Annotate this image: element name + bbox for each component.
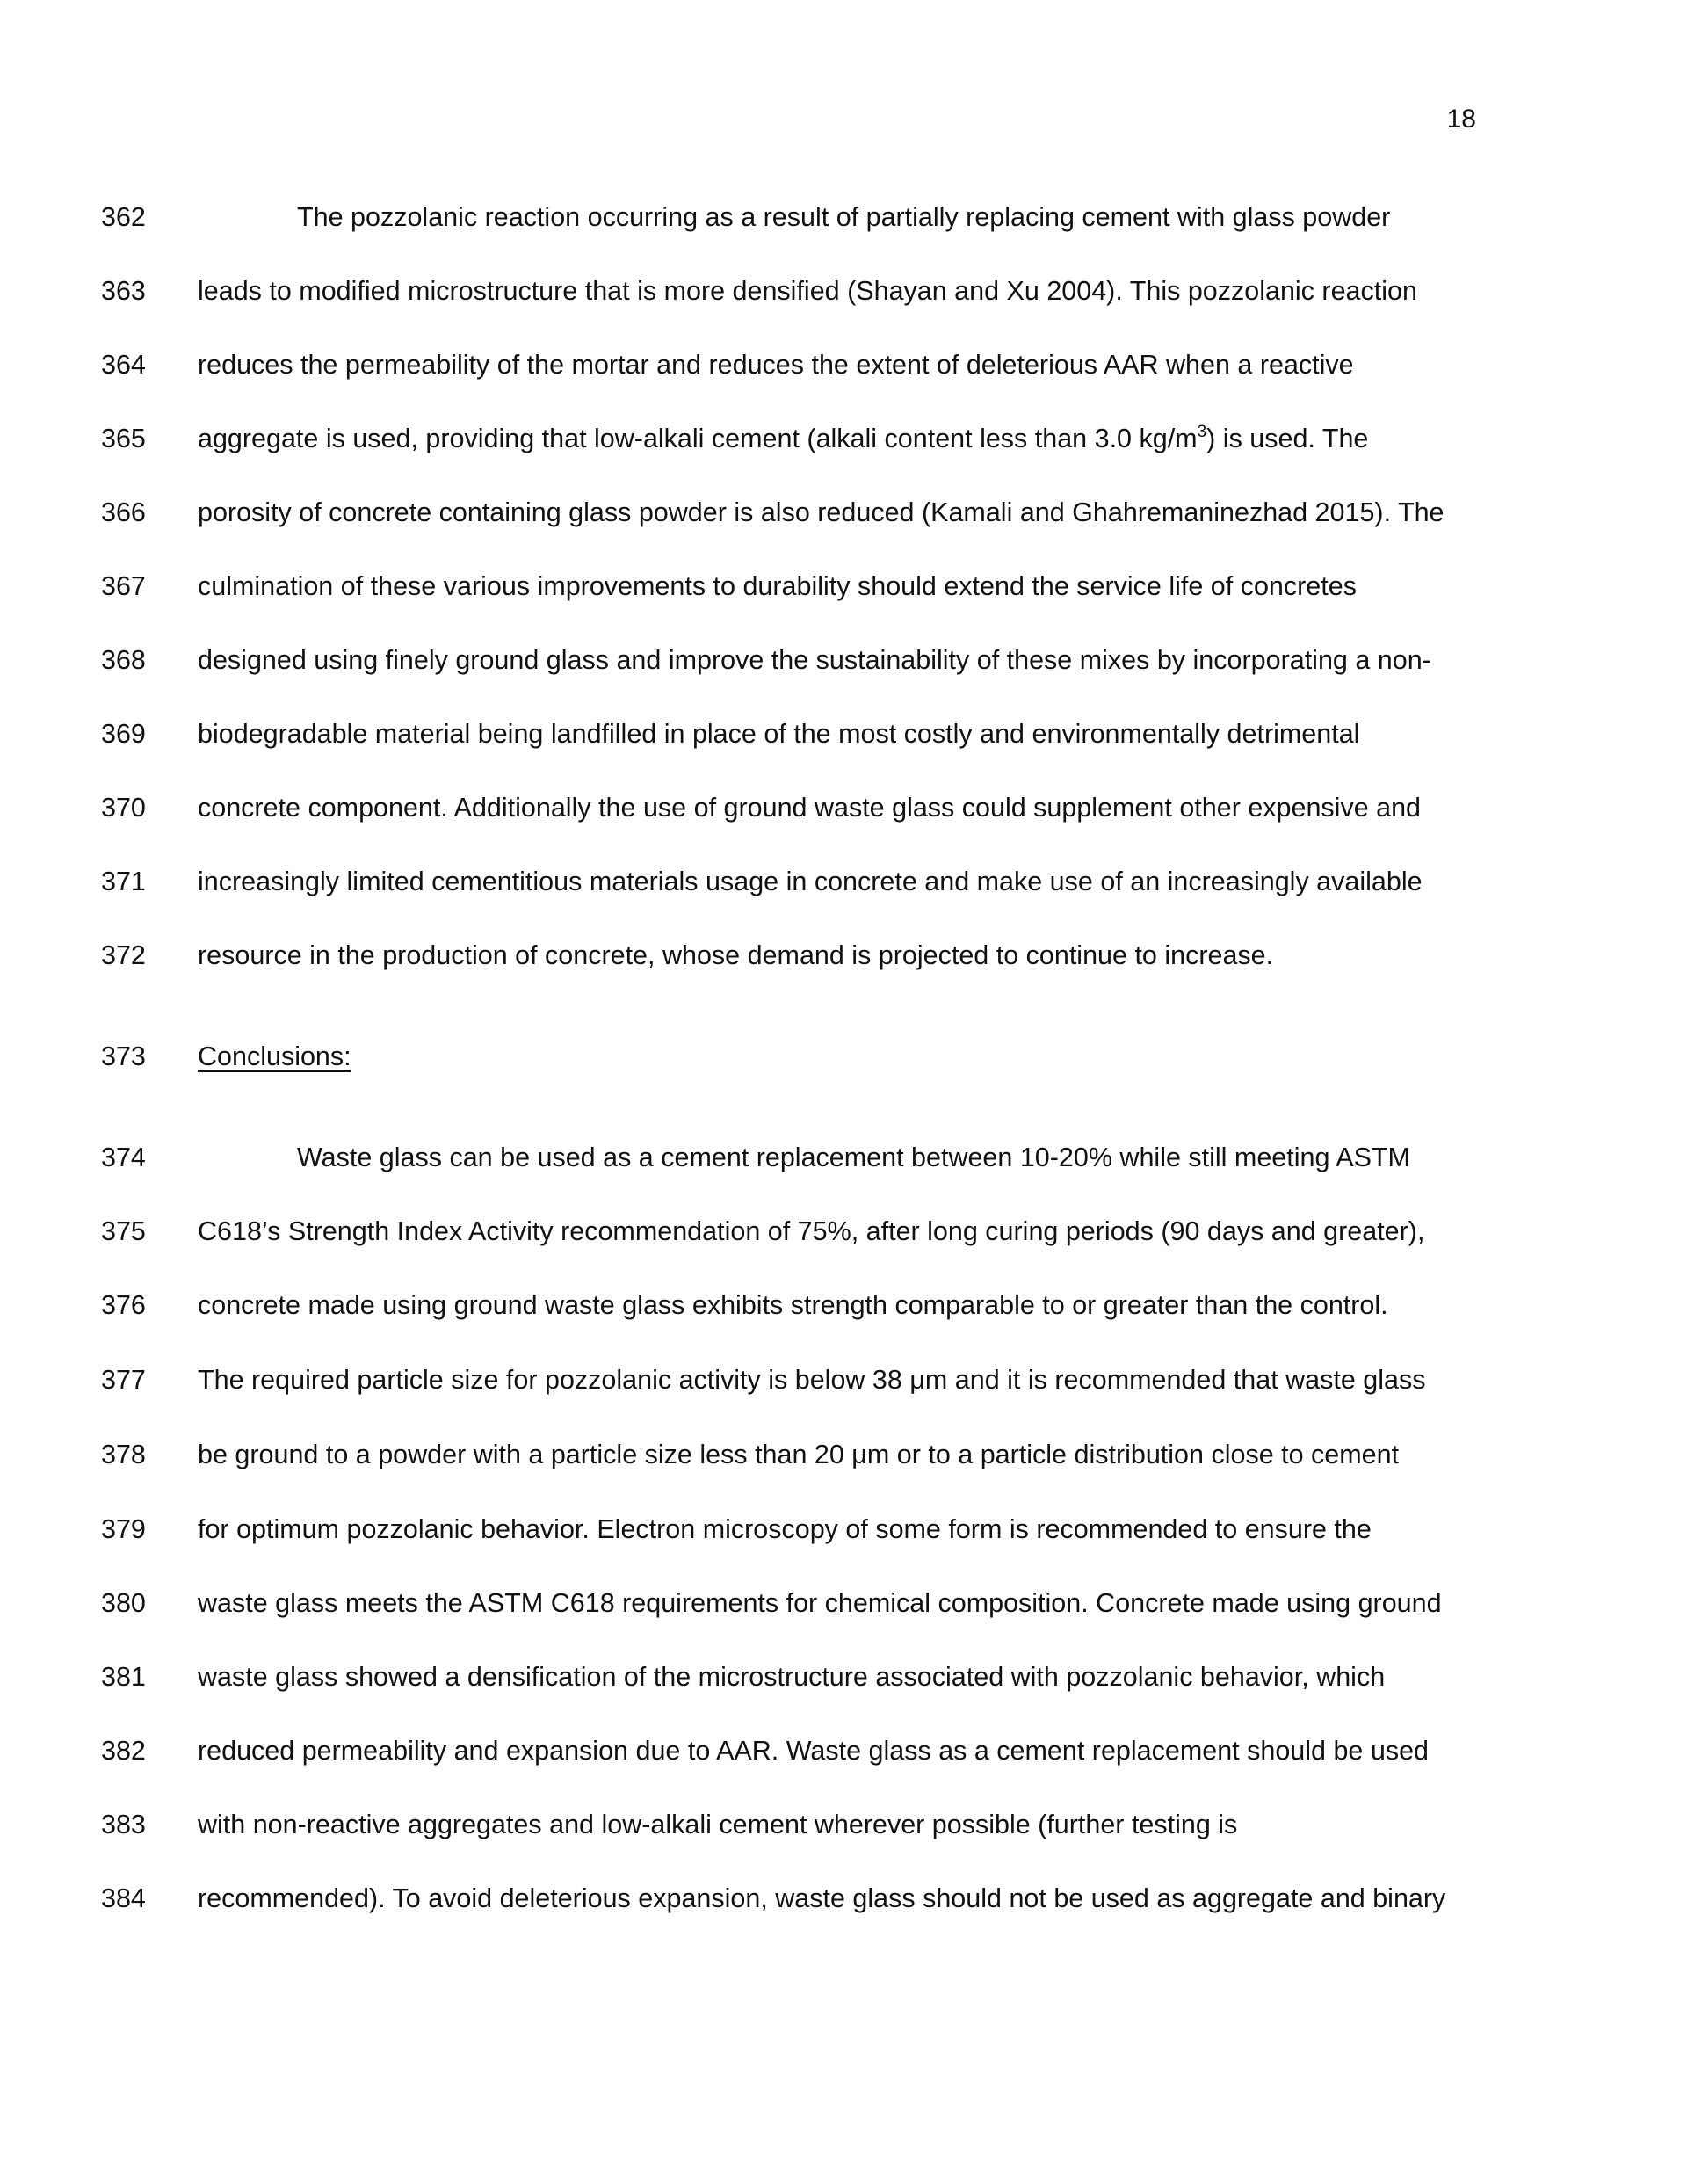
line-text: with non-reactive aggregates and low-alkali cement wherever possible (further testing is — [198, 1810, 1238, 1839]
text-line — [0, 271, 1687, 311]
text-line — [0, 492, 1687, 533]
text-line — [0, 1211, 1687, 1252]
line-text: increasingly limited cementitious materials usage in concrete and make use of an increasingly available — [198, 867, 1423, 896]
line-number: 376 — [101, 1290, 146, 1320]
text-line — [0, 787, 1687, 828]
line-text-part: aggregate is used, providing that low-alkali cement (alkali content less than 3.0 kg/m — [198, 424, 1198, 453]
text-line — [0, 1731, 1687, 1771]
line-text: The required particle size for pozzolanic activity is below 38 μm and it is recommended that waste glass — [198, 1365, 1426, 1395]
line-text: concrete made using ground waste glass exhibits strength comparable to or greater than the control. — [198, 1290, 1388, 1320]
line-number: 374 — [101, 1143, 146, 1172]
line-number: 382 — [101, 1736, 146, 1766]
line-number: 367 — [101, 571, 146, 601]
text-line — [0, 935, 1687, 976]
line-number: 368 — [101, 645, 146, 675]
line-number: 363 — [101, 276, 146, 306]
line-text: recommended). To avoid deleterious expansion, waste glass should not be used as aggregate and binary — [198, 1883, 1446, 1913]
line-text: The pozzolanic reaction occurring as a result of partially replacing cement with glass powder — [297, 202, 1391, 232]
line-text: C618’s Strength Index Activity recommendation of 75%, after long curing periods (90 days and greater), — [198, 1216, 1425, 1246]
line-number: 372 — [101, 940, 146, 970]
text-line — [0, 418, 1687, 459]
line-text: waste glass meets the ASTM C618 requirements for chemical composition. Concrete made using ground — [198, 1588, 1442, 1618]
line-text: be ground to a powder with a particle size less than 20 μm or to a particle distribution close to cement — [198, 1440, 1400, 1469]
line-text-part: ) is used. The — [1206, 424, 1369, 453]
line-number: 378 — [101, 1440, 146, 1469]
text-line — [0, 1657, 1687, 1697]
line-number: 364 — [101, 350, 146, 380]
line-number: 373 — [101, 1041, 146, 1071]
line-text: porosity of concrete containing glass powder is also reduced (Kamali and Ghahremaninezhad 2015). The — [198, 497, 1444, 527]
text-line — [0, 640, 1687, 680]
page-number: 18 — [1446, 105, 1476, 134]
line-text: waste glass showed a densification of the microstructure associated with pozzolanic behavior, which — [198, 1662, 1386, 1692]
line-number: 379 — [101, 1514, 146, 1544]
line-number: 384 — [101, 1883, 146, 1913]
line-text: reduces the permeability of the mortar and reduces the extent of deleterious AAR when a reactive — [198, 350, 1354, 380]
line-text: resource in the production of concrete, whose demand is projected to continue to increase. — [198, 940, 1274, 970]
superscript: 3 — [1197, 423, 1207, 441]
text-line — [0, 861, 1687, 902]
line-number: 365 — [101, 424, 146, 453]
text-line — [0, 714, 1687, 754]
line-text: designed using finely ground glass and improve the sustainability of these mixes by incorporating a non- — [198, 645, 1431, 675]
line-text: culmination of these various improvements to durability should extend the service life of concretes — [198, 571, 1357, 601]
text-line — [0, 1804, 1687, 1845]
line-number: 370 — [101, 793, 146, 823]
text-line — [0, 1360, 1687, 1400]
text-line — [0, 197, 1687, 237]
text-line — [0, 1434, 1687, 1475]
line-text: leads to modified microstructure that is more densified (Shayan and Xu 2004). This pozzolanic reaction — [198, 276, 1417, 306]
line-number: 369 — [101, 719, 146, 749]
line-number: 362 — [101, 202, 146, 232]
line-text: biodegradable material being landfilled in place of the most costly and environmentally detrimental — [198, 719, 1360, 749]
line-text — [198, 418, 1368, 459]
section-heading-line — [0, 1036, 1687, 1077]
line-number: 375 — [101, 1216, 146, 1246]
line-text: concrete component. Additionally the use of ground waste glass could supplement other expensive and — [198, 793, 1422, 823]
line-text: Waste glass can be used as a cement replacement between 10-20% while still meeting ASTM — [297, 1143, 1410, 1172]
text-line — [0, 1583, 1687, 1623]
line-text: for optimum pozzolanic behavior. Electron microscopy of some form is recommended to ensure the — [198, 1514, 1372, 1544]
line-number: 366 — [101, 497, 146, 527]
text-line — [0, 1137, 1687, 1178]
text-line — [0, 1509, 1687, 1549]
section-heading: Conclusions: — [198, 1041, 351, 1071]
text-line — [0, 566, 1687, 606]
line-number: 381 — [101, 1662, 146, 1692]
line-number: 383 — [101, 1810, 146, 1839]
line-number: 371 — [101, 867, 146, 896]
text-line — [0, 345, 1687, 385]
text-line — [0, 1878, 1687, 1919]
line-text: reduced permeability and expansion due to AAR. Waste glass as a cement replacement should be used — [198, 1736, 1430, 1766]
line-number: 377 — [101, 1365, 146, 1395]
text-line — [0, 1285, 1687, 1325]
line-number: 380 — [101, 1588, 146, 1618]
